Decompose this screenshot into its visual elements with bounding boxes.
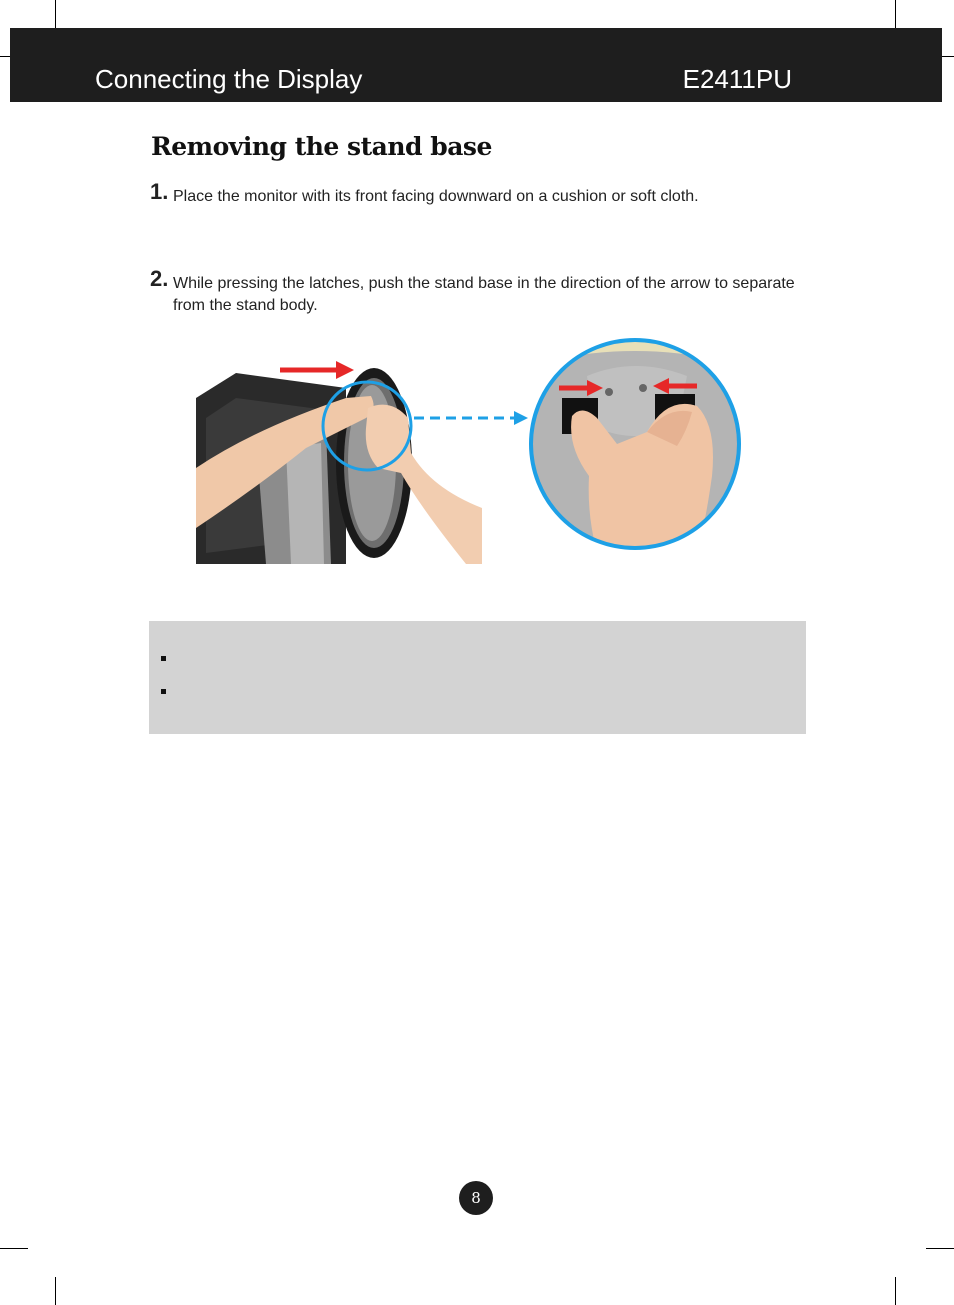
- crop-mark: [895, 0, 896, 28]
- note-box: [149, 621, 806, 734]
- step-1: [150, 179, 810, 208]
- section-title: Removing the stand base: [151, 132, 492, 161]
- stand-removal-illustration: [196, 358, 482, 564]
- note-item: [161, 688, 169, 696]
- step-number: 1.: [150, 179, 169, 204]
- crop-mark: [55, 0, 56, 28]
- callout-arrow: [410, 408, 530, 428]
- crop-mark: [55, 1277, 56, 1305]
- square-bullet-icon: [161, 689, 166, 694]
- crop-mark: [895, 1277, 896, 1305]
- header-model: E2411PU: [682, 64, 792, 94]
- square-bullet-icon: [161, 656, 166, 661]
- step-text: Place the monitor with its front facing downward on a cushion or soft cloth.: [173, 188, 699, 205]
- step-text: While pressing the latches, push the stand base in the direction of the arrow to separate from the stand body.: [173, 275, 795, 314]
- step-number: 2.: [150, 266, 169, 291]
- header-bar: [10, 28, 942, 102]
- crop-mark: [0, 1248, 28, 1249]
- note-item: [161, 655, 169, 663]
- latch-closeup-illustration: [527, 336, 743, 552]
- header-title: Connecting the Display: [95, 64, 363, 94]
- crop-mark: [926, 1248, 954, 1249]
- page-number: 8: [459, 1181, 493, 1215]
- step-2: [150, 266, 810, 317]
